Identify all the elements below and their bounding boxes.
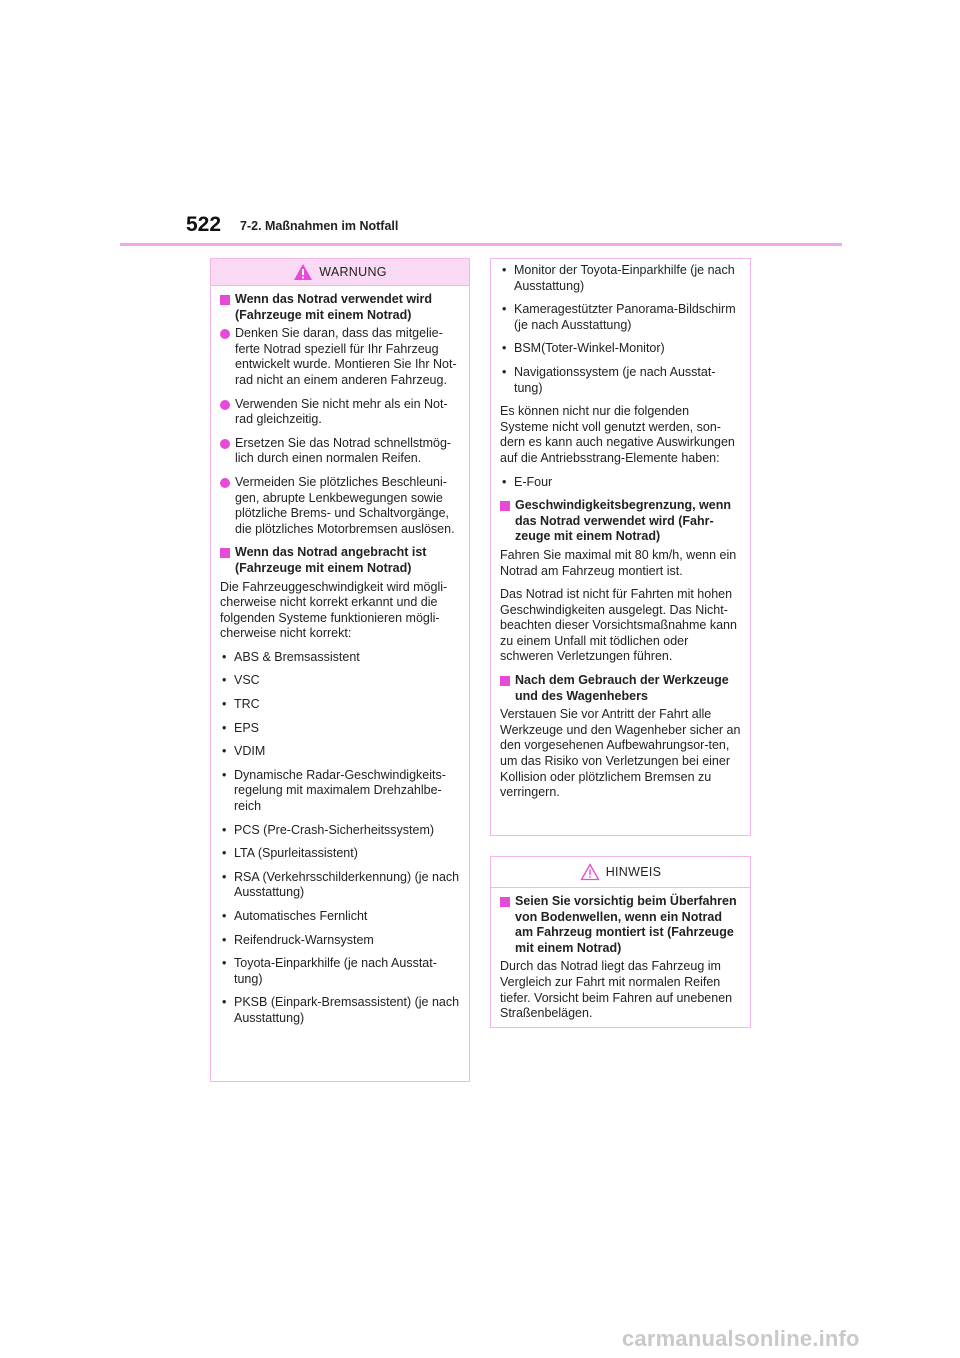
warning-paragraph: Die Fahrzeuggeschwindigkeit wird mögli-cherweise nicht korrekt erkannt und die folgenden Systeme funktionieren mögli-cherweise nicht korrekt: — [220, 579, 448, 641]
list-item: • PKSB (Einpark-Bremsassistent) (je nach Ausstattung) — [222, 995, 460, 1025]
warning-header — [211, 259, 469, 286]
list-item: • Kameragestützter Panorama-Bildschirm (je nach Ausstattung) — [502, 302, 736, 332]
list-item: • PCS (Pre-Crash-Sicherheitssystem) — [222, 822, 435, 837]
list-item: • E-Four — [502, 474, 553, 489]
warning-circle-item: Denken Sie daran, dass das mitgelie-ferte Notrad speziell für Ihr Fahrzeug entwickelt wurde. Montieren Sie Ihr Not-rad nicht an einem anderen Fahrzeug. — [220, 326, 460, 388]
warning-title: WARNUNG — [319, 265, 387, 279]
caution-triangle-icon — [580, 863, 600, 881]
warning-paragraph: Das Notrad ist nicht für Fahrten mit hohen Geschwindigkeiten ausgelegt. Das Nicht-beachten dieser Vorsichtsmaßnahme kann zu einem Unfall mit tödlichen oder schweren Verletzungen führen. — [500, 587, 737, 664]
list-item: • VDIM — [222, 744, 266, 759]
warning-circle-item: Ersetzen Sie das Notrad schnellstmög-lich durch einen normalen Reifen. — [220, 436, 460, 467]
list-item: • Reifendruck-Warnsystem — [222, 932, 374, 947]
section-title: 7-2. Maßnahmen im Notfall — [240, 219, 399, 233]
page-number: 522 — [186, 213, 222, 236]
hint-box — [490, 856, 751, 1028]
list-item: • TRC — [222, 697, 260, 712]
warning-paragraph: Fahren Sie maximal mit 80 km/h, wenn ein Notrad am Fahrzeug montiert ist. — [500, 547, 737, 578]
list-item: • BSM(Toter-Winkel-Monitor) — [502, 341, 665, 356]
list-item: • RSA (Verkehrsschilderkennung) (je nach Ausstattung) — [222, 869, 460, 900]
hint-heading: Seien Sie vorsichtig beim Überfahren von Bodenwellen, wenn ein Notrad am Fahrzeug montiert ist (Fahrzeuge mit einem Notrad) — [500, 894, 741, 956]
list-item: • Navigationssystem (je nach Ausstat-tung) — [502, 364, 716, 395]
warning-heading: Nach dem Gebrauch der Werkzeuge und des Wagenhebers — [500, 673, 741, 704]
list-item: • Automatisches Fernlicht — [222, 909, 368, 923]
list-item: • LTA (Spurleitassistent) — [222, 846, 358, 861]
warning-continued-box — [490, 258, 751, 836]
warning-box — [210, 258, 470, 1082]
warning-heading: Wenn das Notrad angebracht ist (Fahrzeuge mit einem Notrad) — [220, 545, 460, 576]
list-item: • Dynamische Radar-Geschwindigkeits-regelung mit maximalem Drehzahlbe-reich — [222, 767, 446, 814]
list-item: • Toyota-Einparkhilfe (je nach Ausstat-tung) — [222, 956, 437, 986]
hint-title: HINWEIS — [605, 865, 662, 879]
warning-circle-item: Vermeiden Sie plötzliches Beschleuni-gen, abrupte Lenkbewegungen sowie plötzliche Brems- und Schaltvorgänge, die plötzliches Motorbremsen auslösen. — [220, 475, 460, 537]
list-item: • EPS — [222, 720, 260, 735]
warning-paragraph: Es können nicht nur die folgenden Systeme nicht voll genutzt werden, son-dern es kann auch negative Auswirkungen auf die Antriebsstrang-Elemente haben: — [500, 404, 735, 465]
warning-heading: Geschwindigkeitsbegrenzung, wenn das Notrad verwendet wird (Fahr-zeuge mit einem Notrad) — [500, 498, 741, 545]
watermark: carmanualsonline.info — [622, 1326, 860, 1351]
warning-circle-item: Verwenden Sie nicht mehr als ein Not-rad gleichzeitig. — [220, 397, 460, 428]
list-item: • ABS & Bremsassistent — [222, 649, 360, 664]
hint-header — [491, 857, 750, 888]
warning-triangle-icon — [293, 263, 313, 281]
list-item: • Monitor der Toyota-Einparkhilfe (je nach Ausstattung) — [502, 263, 735, 293]
hint-paragraph: Durch das Notrad liegt das Fahrzeug im Vergleich zur Fahrt mit normalen Reifen tiefer. Vorsicht beim Fahren auf unebenen Straßenbelägen. — [500, 959, 733, 1021]
warning-heading: Wenn das Notrad verwendet wird (Fahrzeuge mit einem Notrad) — [220, 292, 460, 323]
header-rule — [120, 243, 842, 246]
warning-paragraph: Verstauen Sie vor Antritt der Fahrt alle Werkzeuge und den Wagenheber sicher an den vorgesehenen Aufbewahrungsor-ten, um das Risiko von Verletzungen bei einer Kollision oder plötzlichem Bremsen zu verringern. — [500, 707, 741, 800]
list-item: • VSC — [222, 673, 260, 688]
